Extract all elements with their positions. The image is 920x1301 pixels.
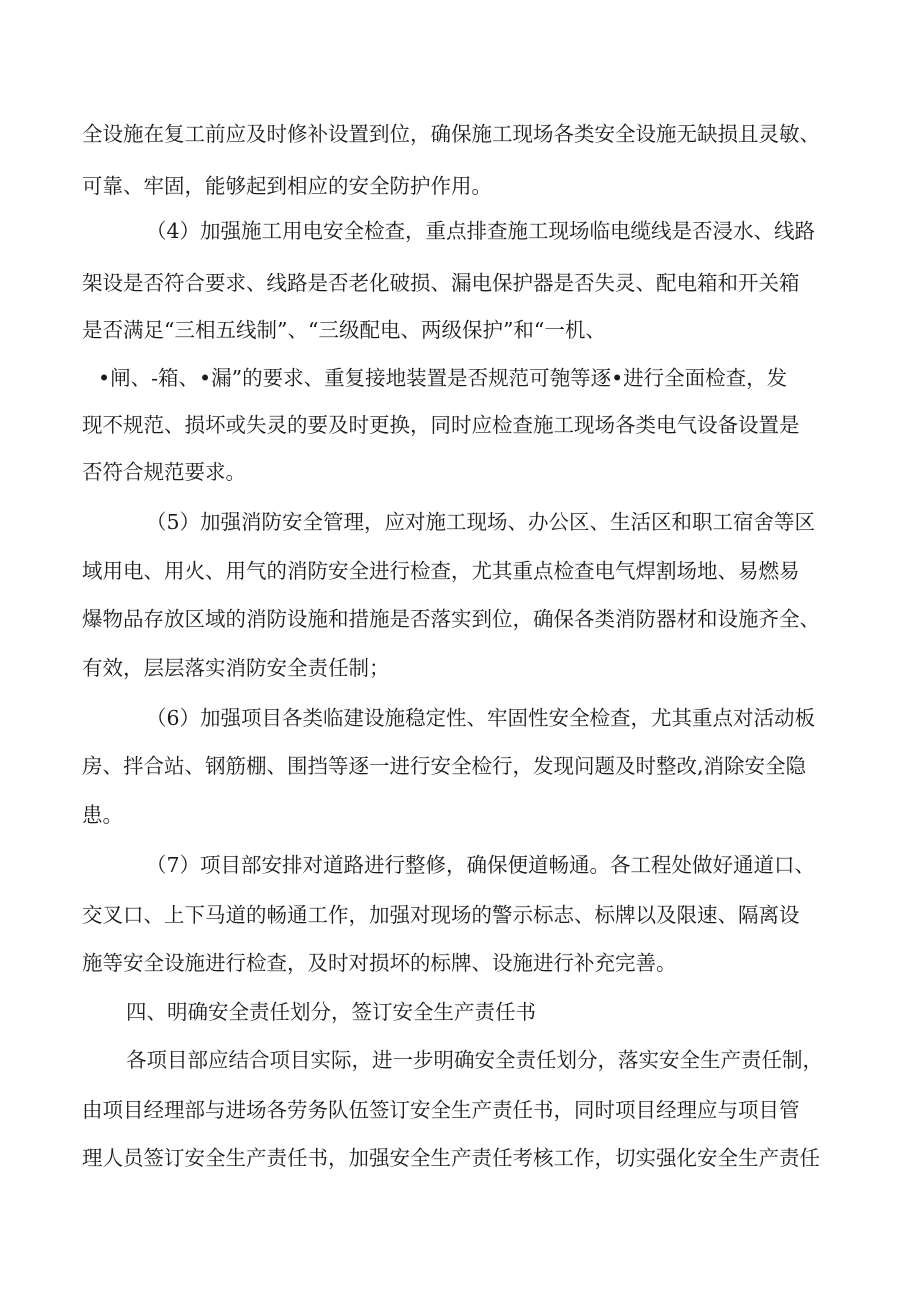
text-line: 全设施在复工前应及时修补设置到位，确保施工现场各类安全设施无缺损且灵敏、: [82, 122, 820, 146]
text-line: （7）项目部安排对道路进行整修，确保便道畅通。各工程处做好通道口、: [146, 853, 816, 877]
text-line: （5）加强消防安全管理，应对施工现场、办公区、生活区和职工宿舍等区: [146, 510, 816, 534]
text-line: 各项目部应结合项目实际，进一步明确安全责任划分，落实安全生产责任制，: [126, 1048, 823, 1072]
text-line: 现不规范、损坏或失灵的要及时更换，同时应检查施工现场各类电气设备设置是: [82, 413, 800, 437]
text-line: 施等安全设施进行检查，及时对损坏的标牌、设施进行补充完善。: [82, 951, 677, 975]
text-line: 患。: [82, 803, 123, 827]
text-line: •闸、-箱、•漏”的要求、重复接地装置是否规范可匏等逐•进行全面检查，发: [98, 366, 788, 390]
text-line: 由项目经理部与进场各劳务队伍签订安全生产责任书，同时项目经理应与项目管: [82, 1098, 800, 1122]
text-line: 域用电、用火、用气的消防安全进行检查，尤其重点检查电气焊割场地、易燃易: [82, 559, 800, 583]
text-line: 房、拌合站、钢筋棚、围挡等逐一进行安全检行，发现问题及时整改,消除安全隐: [82, 754, 807, 778]
text-line: 否符合规范要求。: [82, 460, 246, 484]
text-line: （4）加强施工用电安全检查，重点排查施工现场临电缆线是否浸水、线路: [146, 219, 816, 243]
text-line: （6）加强项目各类临建设施稳定性、牢固性安全检查，尤其重点对活动板: [146, 706, 816, 730]
text-line: 可靠、牢固，能够起到相应的安全防护作用。: [82, 174, 492, 198]
text-line: 是否满足“三相五线制”、“三级配电、两级保护”和“一机、: [82, 318, 606, 342]
text-line: 架设是否符合要求、线路是否老化破损、漏电保护器是否失灵、配电箱和开关箱: [82, 271, 800, 295]
text-line: 理人员签订安全生产责任书，加强安全生产责任考核工作，切实强化安全生产责任: [82, 1146, 820, 1170]
section-heading: 四、明确安全责任划分，签订安全生产责任书: [126, 1000, 536, 1024]
text-line: 有效，层层落实消防安全责任制；: [82, 656, 390, 680]
text-line: 交叉口、上下马道的畅通工作，加强对现场的警示标志、标牌以及限速、隔离设: [82, 903, 800, 927]
text-line: 爆物品存放区域的消防设施和措施是否落实到位，确保各类消防器材和设施齐全、: [82, 607, 820, 631]
